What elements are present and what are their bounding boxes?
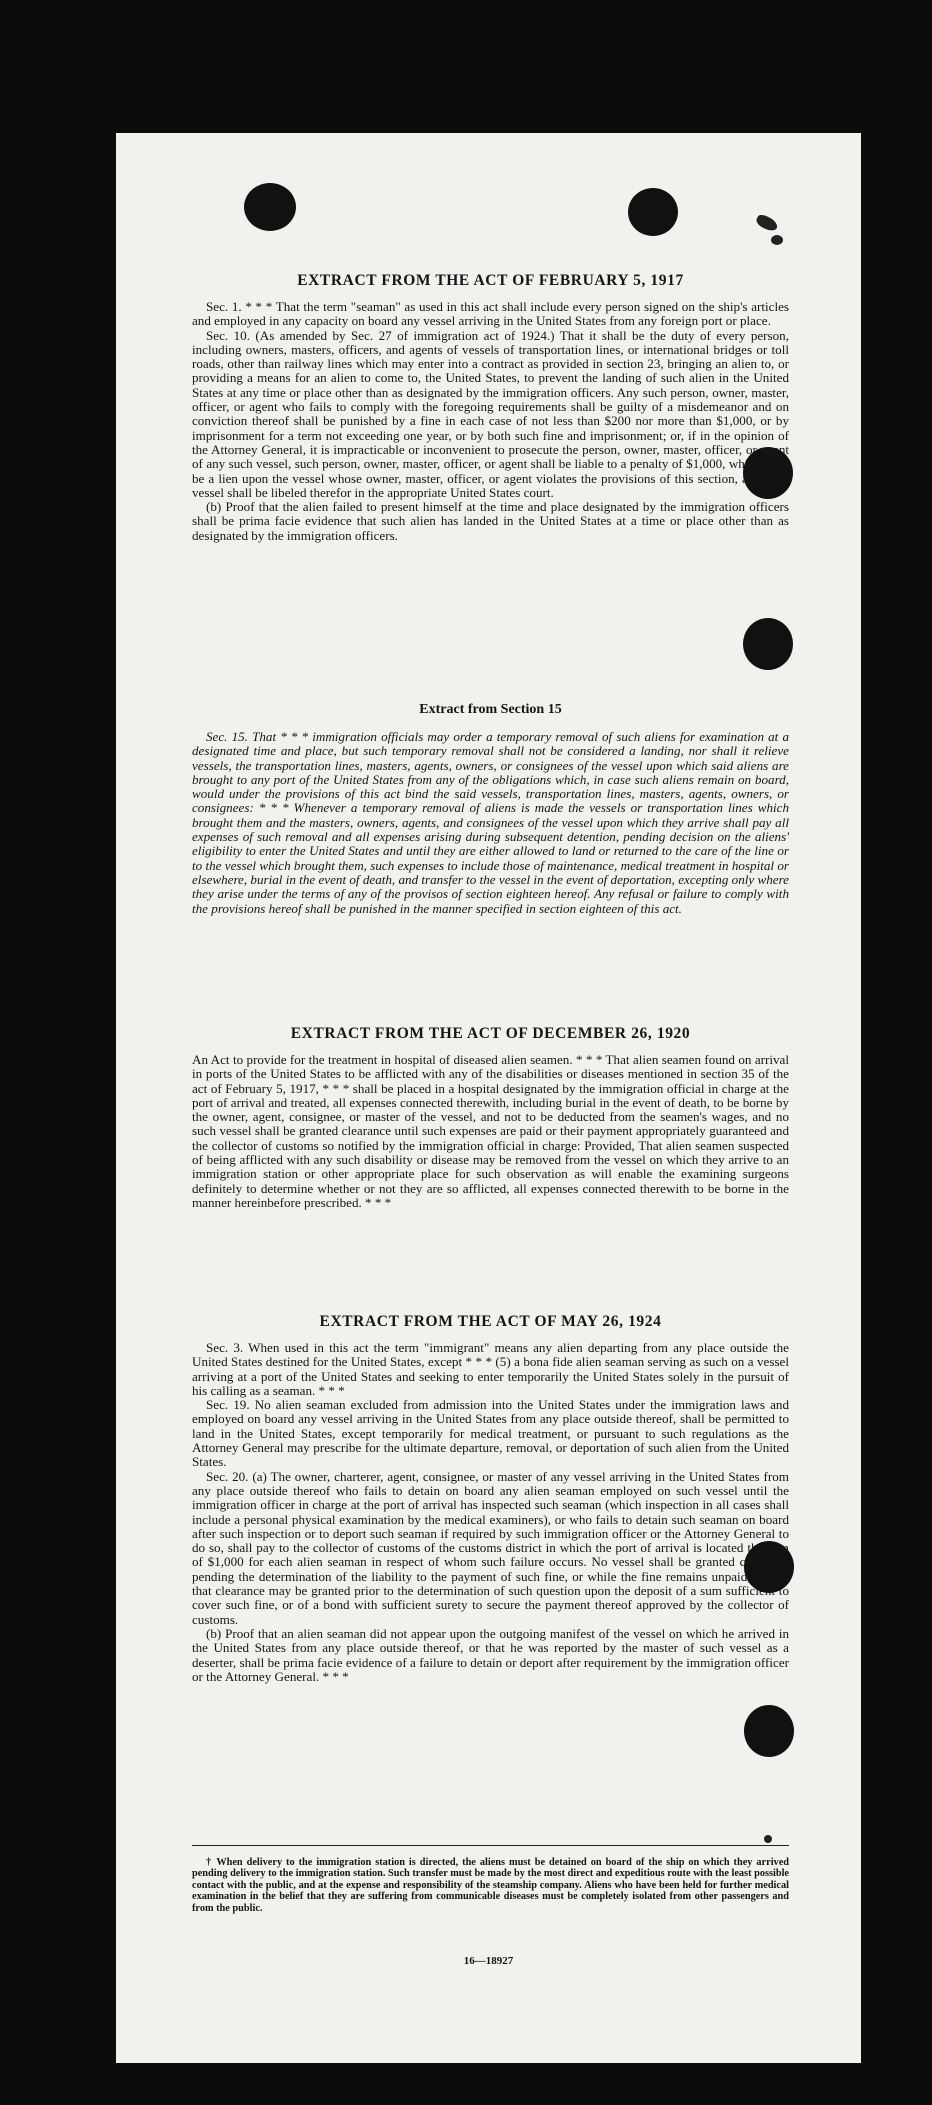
paragraph-sec-1: Sec. 1. * * * That the term "seaman" as used in this act shall include every person signed on the ship's articles and employed in any capacity on board any vessel arriving in the United States from any foreign port or place.	[192, 299, 789, 329]
paragraph-act-1920: An Act to provide for the treatment in hospital of diseased alien seamen. * * * That alien seamen found on arrival in ports of the United States to be afflicted with any of the disabilities or diseases mentioned in section 35 of the act of February 5, 1917, * * * shall be placed in a hospital designated by the immigration official in charge at the port of arrival and treated, all expenses connected therewith, including burial in the event of death, to be borne by the owner, agent, consignee, or master of the vessel, and not to be deducted from the seamen's wages, and no such vessel shall be granted clearance until such expenses are paid or their payment appropriately guaranteed and the collector of customs so notified by the immigration official in charge: Provided, That alien seamen suspected of being afflicted with any such disability or disease may be removed from the vessel on which they arrive to an immigration station or other appropriate place for such observation as will enable the examining surgeons definitely to determine whether or not they are so afflicted, all expenses connected therewith to be borne in the manner hereinbefore prescribed. * * *	[192, 1052, 789, 1210]
paragraph-sec-20-b: (b) Proof that an alien seaman did not appear upon the outgoing manifest of the vessel on which he arrived in the United States from any place outside thereof, or that he was reported by the master of such vessel as a deserter, shall be prima facie evidence of a failure to detain or deport after requirement by the immigration officer or the Attorney General. * * *	[192, 1625, 789, 1684]
ink-smudge	[754, 213, 779, 233]
punch-hole	[744, 1705, 794, 1757]
heading-section-15: Extract from Section 15	[419, 702, 562, 717]
section-1917	[192, 270, 789, 543]
punch-hole	[743, 618, 793, 670]
footnote-text: † When delivery to the immigration station is directed, the aliens must be detained on board of the ship on which they arrived pending delivery to the immigration station. Such transfer must be made by the most direct and expeditious route with the least possible contact with the public, and at the expense and responsibility of the steamship company. Aliens who have been held for further medical examination in the belief that they are suffering from communicable diseases must be completely isolated from other passengers and from the public.	[192, 1857, 789, 1914]
paragraph-sec-19: Sec. 19. No alien seaman excluded from admission into the United States under the immigration laws and employed on board any vessel arriving in the United States from any place outside thereof, shall be permitted to land in the United States, except temporarily for medical treatment, or pursuant to such regulations as the Attorney General may prescribe for the ultimate departure, removal, or deportation of such alien from the United States.	[192, 1397, 789, 1470]
paragraph-sec-10: Sec. 10. (As amended by Sec. 27 of immigration act of 1924.) That it shall be the duty of every person, including owners, masters, officers, and agents of vessels of transportation lines, or international bridges or toll roads, other than railway lines which may enter into a contract as provided in section 23, bringing an alien to, or providing a means for an alien to come to, the United States, to prevent the landing of such alien in the United States at any time or place other than as designated by the immigration officers. Any such person, owner, master, officer, or agent who fails to comply with the foregoing requirements shall be guilty of a misdemeanor and on conviction thereof shall be punished by a fine in each case of not less than $200 nor more than $1,000, or by imprisonment for a term not exceeding one year, or by both such fine and imprisonment; or, if in the opinion of the Attorney General, it is impracticable or inconvenient to prosecute the person, owner, master, officer, or agent of any such vessel, such person, owner, master, officer, or agent shall be liable to a penalty of $1,000, which shall be a lien upon the vessel whose owner, master, officer, or agent violates the provisions of this section, and such vessel shall be libeled therefor in the appropriate United States court.	[192, 327, 789, 500]
punch-hole	[244, 183, 296, 231]
punch-hole	[628, 188, 678, 236]
section-1920	[192, 1023, 789, 1210]
paragraph-sec-10-b: (b) Proof that the alien failed to present himself at the time and place designated by the immigration officers shall be prima facie evidence that such alien has landed in the United States at a time or place other than as designated by the immigration officers.	[192, 499, 789, 543]
paragraph-sec-15: Sec. 15. That * * * immigration officials may order a temporary removal of such aliens for examination at a designated time and place, but such temporary removal shall not be considered a landing, nor shall it relieve vessels, the transportation lines, masters, agents, owners, or consignees of the vessel upon which said aliens are brought to any port of the United States from any of the obligations which, in case such aliens remain on board, would under the provisions of this act bind the said vessels, transportation lines, masters, agents, owners, or consignees: * * * Whenever a temporary removal of aliens is made the vessels or transportation lines which brought them and the masters, owners, agents, and consignees of the vessel upon which they arrive shall pay all expenses of such removal and all expenses arising during subsequent detention, pending decision on the aliens' eligibility to enter the United States and until they are either allowed to land or returned to the care of the line or to the vessel which brought them, such expenses to include those of maintenance, medical treatment in hospital or elsewhere, burial in the event of death, and transfer to the vessel in the event of deportation, excepting only where they arise under the terms of any of the provisos of section eighteen hereof. Any refusal or failure to comply with the provisions hereof shall be punished in the manner specified in section eighteen of this act.	[192, 729, 789, 916]
footnote	[192, 1857, 789, 1914]
paragraph-sec-20-a: Sec. 20. (a) The owner, charterer, agent, consignee, or master of any vessel arriving in the United States from any place outside thereof who fails to detain on board any alien seaman employed on such vessel until the immigration officer in charge at the port of arrival has inspected such seaman (which inspection in all cases shall include a personal physical examination by the medical examiners), or who fails to detain such seaman on board after such inspection or to deport such seaman if required by such immigration officer or the Attorney General to do so, shall pay to the collector of customs of the customs district in which the port of arrival is located the sum of $1,000 for each alien seaman in respect of whom such failure occurs. No vessel shall be granted clearance pending the determination of the liability to the payment of such fine, or while the fine remains unpaid, except that clearance may be granted prior to the determination of such question upon the deposit of a sum sufficient to cover such fine, or of a bond with sufficient surety to secure the payment thereof approved by the collector of customs.	[192, 1468, 789, 1627]
ink-dot	[764, 1835, 772, 1843]
divider-rule	[192, 1845, 789, 1846]
ink-smudge	[771, 235, 783, 245]
document-page	[116, 133, 861, 2063]
section-15	[192, 700, 789, 916]
form-number: 16—18927	[463, 1955, 514, 1967]
paragraph-sec-3: Sec. 3. When used in this act the term "immigrant" means any alien departing from any place outside the United States destined for the United States, except * * * (5) a bona fide alien seaman serving as such on a vessel arriving at a port of the United States and seeking to enter temporarily the United States solely in the pursuit of his calling as a seaman. * * *	[192, 1340, 789, 1398]
heading-act-1920: EXTRACT FROM THE ACT OF DECEMBER 26, 1920	[290, 1025, 691, 1042]
heading-act-1917: EXTRACT FROM THE ACT OF FEBRUARY 5, 1917	[297, 272, 684, 289]
heading-act-1924: EXTRACT FROM THE ACT OF MAY 26, 1924	[319, 1313, 662, 1330]
section-1924	[192, 1311, 789, 1684]
